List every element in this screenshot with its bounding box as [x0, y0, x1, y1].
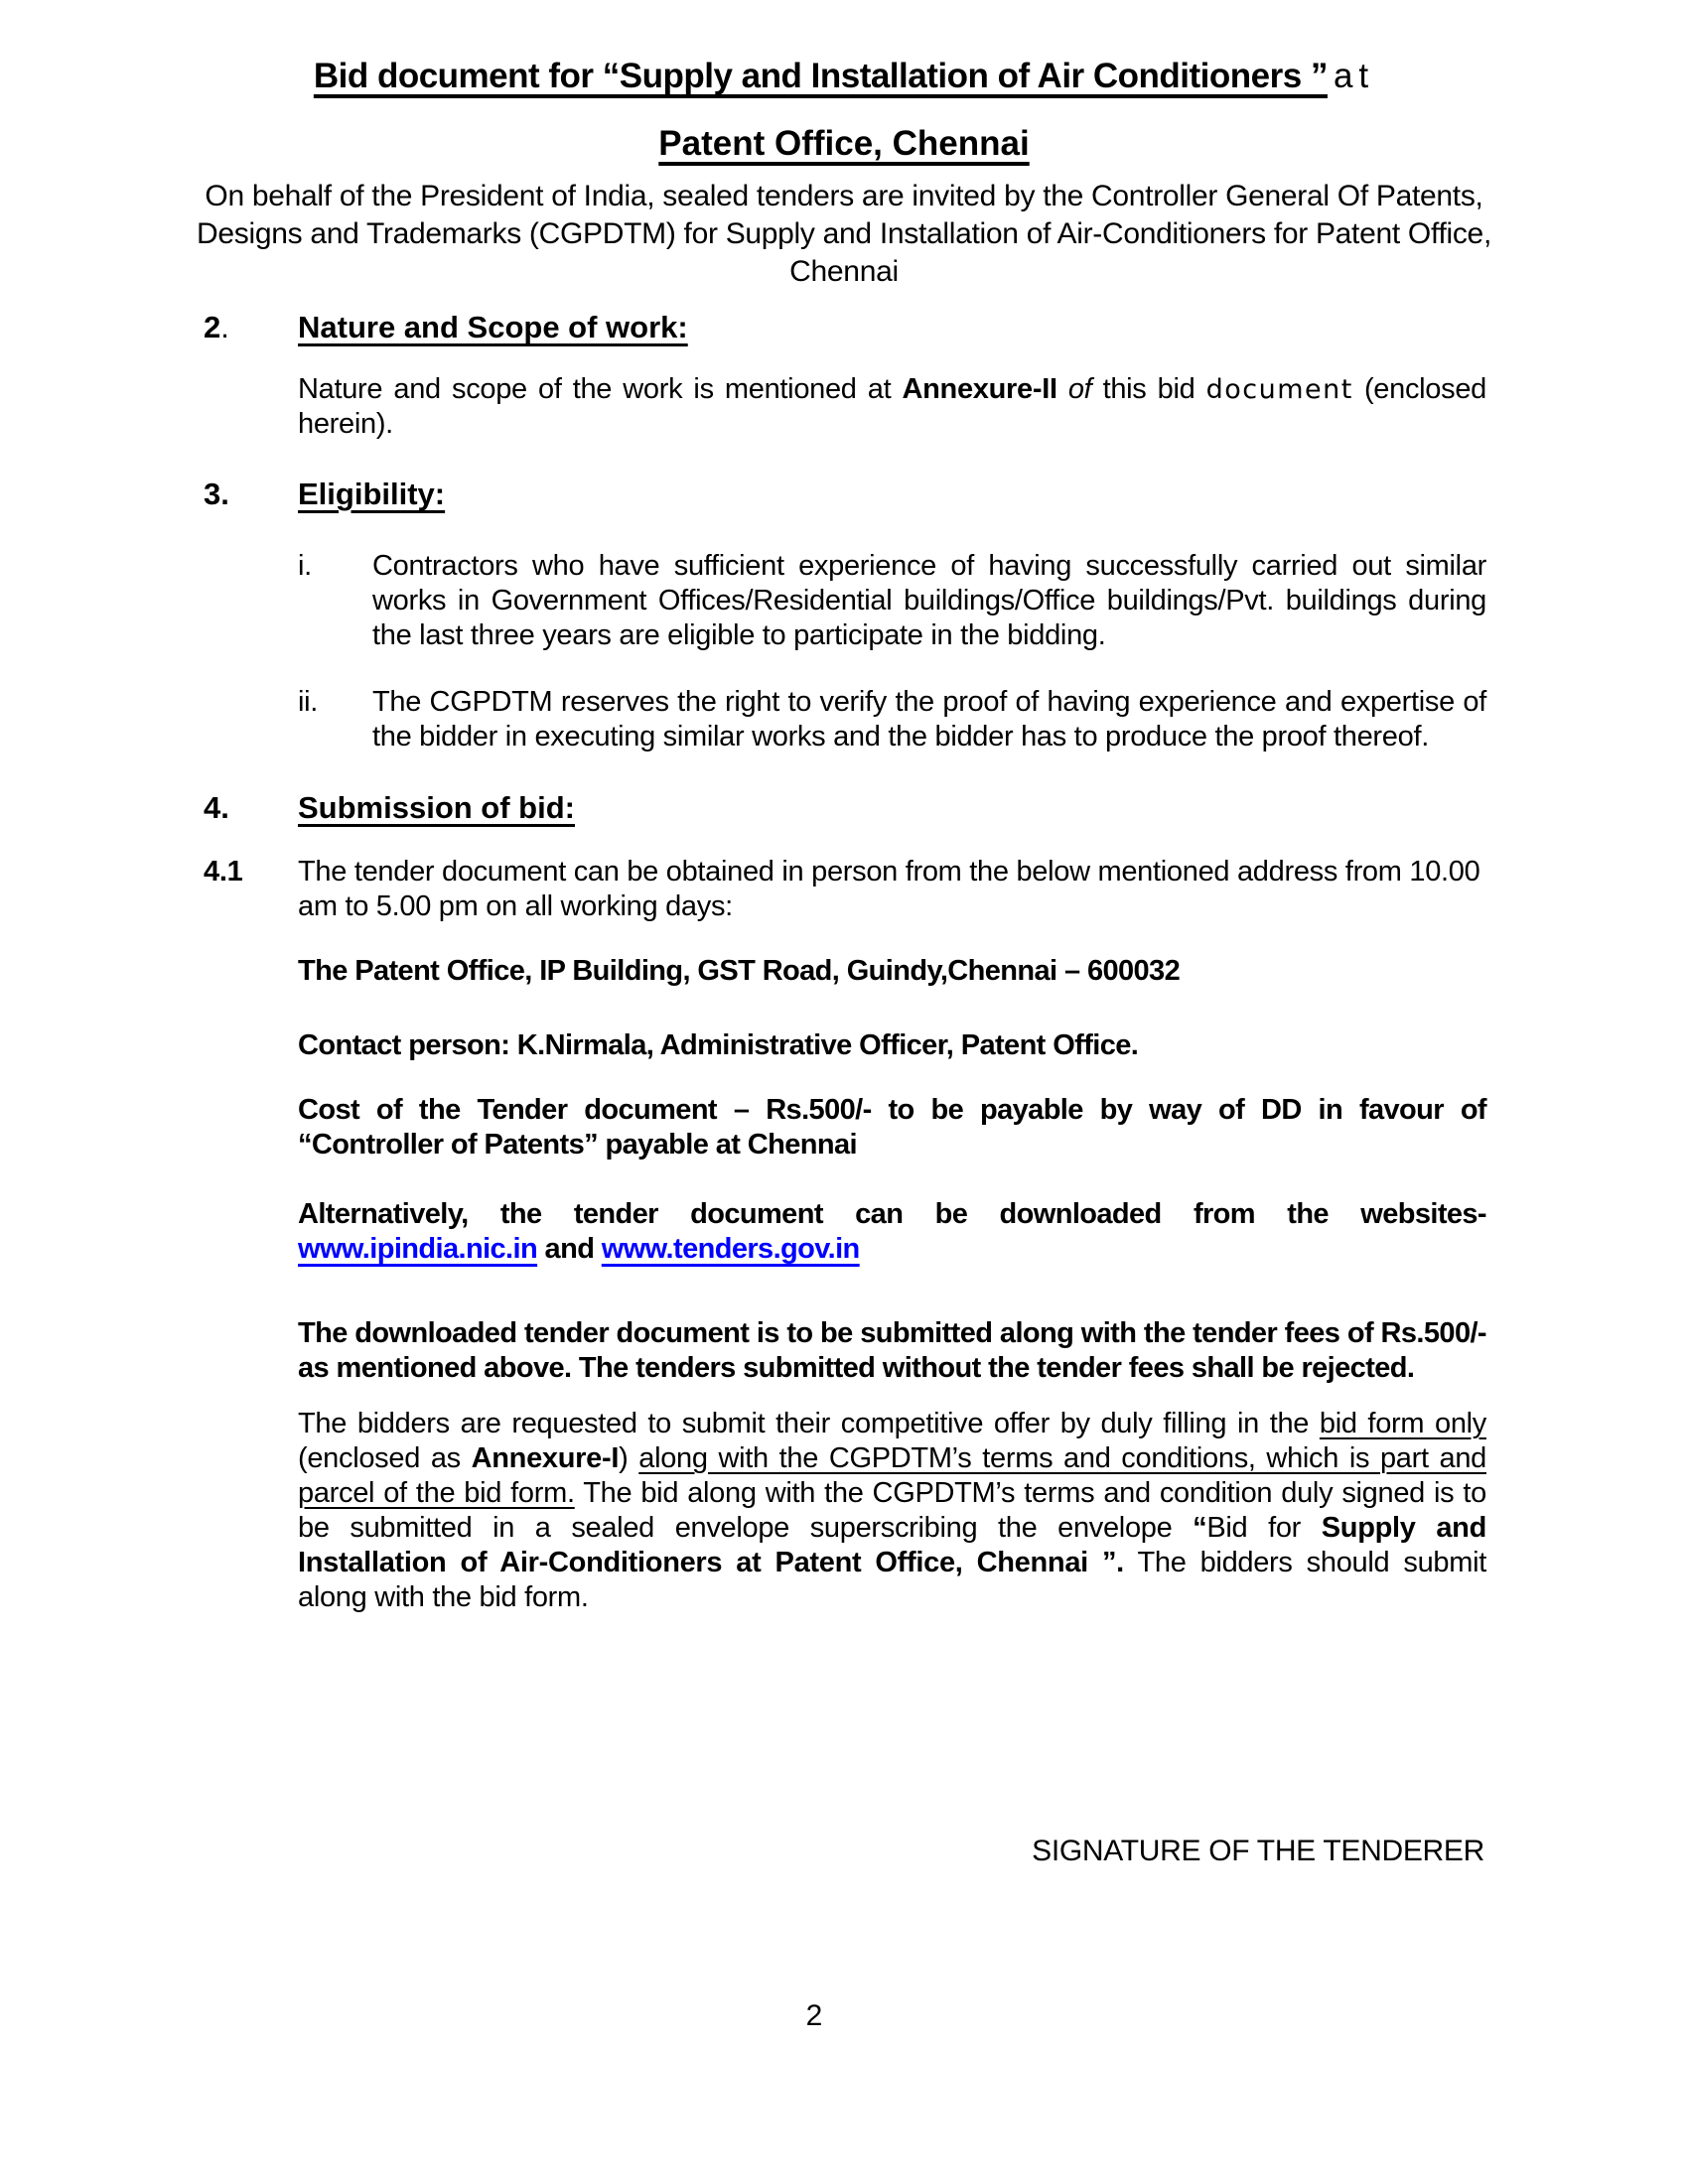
item-marker: ii.: [298, 686, 319, 718]
eligibility-item-ii: [298, 685, 1486, 754]
title-at-suffix: at: [1333, 57, 1375, 95]
item-text: The CGPDTM reserves the right to verify the proof of having experience and expertise of the bidder in executing similar works and the bidder has to produce the proof thereof.: [372, 686, 1486, 752]
section-2-body: Nature and scope of the work is mentioned at Annexure-II of this bid document (enclosed herein).: [298, 373, 1486, 440]
address-line: The Patent Office, IP Building, GST Road, Guindy,Chennai – 600032: [298, 955, 1181, 987]
item-marker: i.: [298, 550, 312, 582]
clause-4-1: [204, 855, 1486, 924]
websites-lead-text: Alternatively, the tender document can be downloaded from the websites-: [298, 1198, 1486, 1230]
envelope-superscription: Supply and Installation of Air-Conditioners at Patent Office, Chennai ”.: [298, 1512, 1486, 1578]
document-title-line-2: Patent Office, Chennai: [658, 124, 1030, 163]
tenders-link[interactable]: www.tenders.gov.in: [601, 1233, 860, 1265]
section-2-heading: [204, 309, 1688, 346]
intro-paragraph: On behalf of the President of India, sealed tenders are invited by the Controller General Of Patents, Designs and Trademarks (CGPDTM) for Supply and Installation of Air-Conditioners for Patent Office, Chennai: [197, 180, 1491, 288]
clause-4-1-marker: 4.1: [204, 856, 243, 887]
bid-form-only-underlined: bid form only: [1319, 1408, 1486, 1439]
downloaded-paragraph: The downloaded tender document is to be submitted along with the tender fees of Rs.500/- as mentioned above. The tenders submitted without the tender fees shall be rejected.: [298, 1317, 1486, 1384]
section-4-number: 4.: [204, 790, 229, 825]
section-3-heading: [204, 476, 1688, 513]
signature-line: SIGNATURE OF THE TENDERER: [1032, 1835, 1484, 1867]
section-3-number: 3.: [204, 477, 229, 511]
bidders-paragraph: The bidders are requested to submit their competitive offer by duly filling in the bid form only (enclosed as Annexure-I) along with the CGPDTM’s terms and conditions, which is part and parcel of the bid form. The bid along with the CGPDTM’s terms and condition duly signed is to be submitted in a sealed envelope superscribing the envelope “Bid for Supply and Installation of Air-Conditioners at Patent Office, Chennai ”. The bidders should submit along with the bid form.: [298, 1408, 1486, 1613]
annexure-i-ref: Annexure-I: [471, 1442, 620, 1474]
section-3-heading-text: Eligibility:: [298, 477, 446, 511]
link-connector: and: [537, 1233, 602, 1265]
document-title-line-1: [0, 55, 1688, 98]
document-word: document: [1205, 374, 1353, 405]
clause-4-1-text: The tender document can be obtained in person from the below mentioned address from 10.00 am to 5.00 pm on all working days:: [298, 856, 1480, 922]
websites-paragraph: [298, 1197, 1486, 1267]
section-4-heading-text: Submission of bid:: [298, 790, 575, 825]
ipindia-link[interactable]: www.ipindia.nic.in: [298, 1233, 538, 1265]
eligibility-item-i: [298, 549, 1486, 653]
page-number: 2: [805, 1999, 823, 2032]
terms-conditions-underlined: along with the CGPDTM’s terms and conditions, which is part and parcel of the bid form.: [298, 1442, 1486, 1509]
section-4-heading: [204, 789, 1688, 827]
cost-paragraph: Cost of the Tender document – Rs.500/- to be payable by way of DD in favour of “Controller of Patents” payable at Chennai: [298, 1094, 1486, 1160]
item-text: Contractors who have sufficient experience of having successfully carried out similar works in Government Offices/Residential buildings/Office buildings/Pvt. buildings during the last three years are eligible to participate in the bidding.: [372, 550, 1486, 651]
section-2-heading-text: Nature and Scope of work:: [298, 310, 688, 344]
annexure-ii-ref: Annexure-II: [902, 373, 1057, 405]
section-2-number: 2.: [204, 310, 229, 344]
title-main-text: Bid document for “Supply and Installation of Air Conditioners ”: [313, 57, 1328, 95]
contact-line: Contact person: K.Nirmala, Administrative Officer, Patent Office.: [298, 1029, 1139, 1061]
